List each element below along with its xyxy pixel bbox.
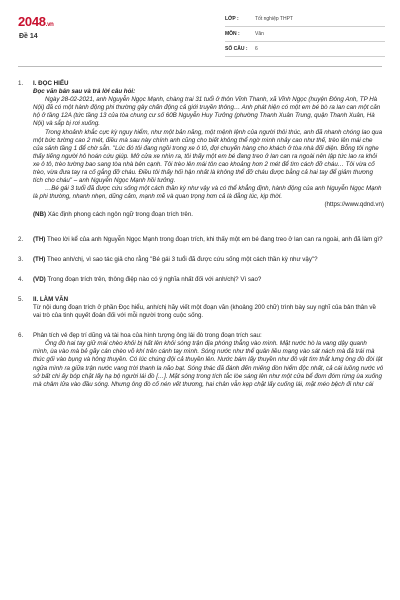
meta-key: MÔN : [225, 31, 240, 37]
meta-row-count [225, 42, 385, 57]
question-number: 2. [18, 235, 24, 243]
literary-excerpt: Ông đò hai tay giữ mái chèo khỏi bị hất lên khỏi sóng trận địa phóng thẳng vào mình. Mặt nước hò la vang dậy quanh mình, ùa vào mà bẻ gãy cán chèo võ khí trên cánh tay mình. Sóng nước như thể quân liều mạng vào sát nách mà đá trái mà thúc gối vào bụng và hông thuyền. Có lúc chúng đội cả thuyền lên. Nước bám lấy thuyền như đô vật tìm thắt lưng ông đò đòi lật ngửa mình ra giữa trận nước vang trời thanh la não bạt. Sóng thác đã đánh đến miếng đòn hiểm độc nhất, cả cái luồng nước vô sở bất chi ấy bóp chặt lấy hạ bộ người lái đò […]. Mặt sóng trong tích tắc lòe sáng lên như một cửa bể đom đóm rừng ùa xuống mà châm lửa vào đầu sóng. Nhưng ông đò cố nén vết thương, hai chân vẫn kẹp chặt lấy cuống lái, mặt méo bệch đi như cái [33, 340, 384, 388]
question-number: 5. [18, 295, 24, 303]
question-5 [18, 296, 384, 320]
question-number: 1. [18, 80, 24, 87]
passage-paragraph: …Bé gái 3 tuổi đã được cứu sống một cách thần kỳ như vậy và có thể khẳng định, hành động của anh Nguyễn Ngọc Mạnh là phi thường, nhanh nhẹn, dũng cảm, mạnh mẽ và quan trọng hơn cả là đằng lúc, kịp thời. [33, 185, 382, 201]
question-text: Từ nội dung đoạn trích ở phần Đọc hiểu, anh/chị hãy viết một đoạn văn (khoảng 200 chữ) trình bày suy nghĩ của bản thân về vai trò của tinh quyết đoán đối với mỗi người trong cuộc sống. [33, 303, 376, 320]
question-number: 4. [18, 275, 24, 283]
question-text: Phân tích vẻ đẹp trí dũng và tài hoa của hình tượng ông lái đò trong đoạn trích sau: [33, 332, 262, 340]
question-text: Theo anh/chị, vì sao tác giả cho rằng "Bé gái 3 tuổi đã được cứu sống một cách thần kỳ như vậy"? [46, 255, 318, 263]
meta-row-subject [225, 27, 385, 42]
passage-source: (https://www.qdnd.vn) [324, 201, 384, 209]
exam-content [18, 80, 384, 389]
question-number: 6. [18, 332, 24, 340]
meta-row-class [225, 12, 385, 27]
question-4 [18, 276, 384, 284]
section-heading: II. LÀM VĂN [33, 295, 69, 303]
question-text: Xác định phong cách ngôn ngữ trong đoạn trích trên. [47, 210, 193, 218]
meta-value: 6 [255, 46, 258, 52]
page-header [0, 0, 400, 58]
difficulty-tag: (TH) [33, 255, 46, 263]
question-1 [18, 80, 384, 219]
difficulty-tag: (NB) [33, 210, 47, 218]
meta-key: LỚP : [225, 16, 239, 22]
meta-key: SỐ CÂU : [225, 46, 248, 52]
site-logo[interactable]: 2048.vn [18, 14, 54, 29]
question-text: Theo lời kể của anh Nguyễn Ngọc Mạnh trong đoạn trích, khi thấy một em bé đang treo ở lan can ra ngoài, anh đã làm gì? [46, 235, 383, 243]
exam-code: Đề 14 [19, 33, 38, 40]
question-6 [18, 332, 384, 389]
question-number: 3. [18, 255, 24, 263]
header-divider [18, 66, 382, 67]
question-2 [18, 236, 384, 244]
question-3 [18, 256, 384, 264]
reading-prompt: Đọc văn bản sau và trả lời câu hỏi: [33, 88, 136, 96]
passage-paragraph: Trong khoảnh khắc cực kỳ nguy hiểm, như một bản năng, một mệnh lệnh của người thôi thúc, anh đã nhanh chóng lao qua một bức tường cao 2 mét, điều mà sau này chính anh cũng cho biết không thể ngờ mình nhảy cao như thế, trèo lên mái che của sảnh tầng 1 để chờ sẵn. "Lúc đó tôi đang ngồi trong xe ô tô, đợi chuyến hàng cho khách ở tòa nhà đối diện. Bỗng tôi nghe thấy tiếng người hô hoán cứu giúp. Mở cửa xe nhìn ra, tôi thấy một em bé đang treo ở lan can ra ngoài nên lập tức lao ra khỏi xe ô tô, trèo tường bao sang tòa nhà bên cạnh. Tôi trèo lên mái tôn cao khoảng hơn 2 mét để tìm cách đỡ cháu… Tôi vừa cố trèo, vừa đưa tay ra cố gắng đỡ cháu. Điều tôi thấy hối hận nhất là không thể đỡ cháu được bằng cả hai tay để giảm thương tích cho cháu" – anh Nguyễn Ngọc Mạnh hồi tưởng. [33, 128, 383, 185]
difficulty-tag: (VD) [33, 275, 46, 283]
meta-value: Tốt nghiệp THPT [255, 16, 293, 22]
question-text: Trong đoạn trích trên, thông điệp nào có ý nghĩa nhất đối với anh/chị? Vì sao? [47, 275, 262, 283]
difficulty-tag: (TH) [33, 235, 46, 243]
meta-value: Văn [255, 31, 264, 37]
exam-meta-table [225, 12, 385, 57]
section-heading: I. ĐỌC HIỂU [33, 80, 69, 87]
passage-paragraph: Ngày 28-02-2021, anh Nguyễn Ngọc Mạnh, chàng trai 31 tuổi ở thôn Vĩnh Thanh, xã Vĩnh Ngọc (huyện Đông Anh, TP Hà Nội) đã có một hành động phi thường gây chấn động cả giới truyền thông… Anh phát hiện có một em bé bò ra lan can một căn hộ ở tầng 12A (tức tầng 13 của tòa chung cư số 60B Nguyễn Huy Tưởng (phường Thanh Xuân Trung, quận Thanh Xuân, Hà Nội) và sắp bị rơi xuống. [33, 96, 381, 128]
